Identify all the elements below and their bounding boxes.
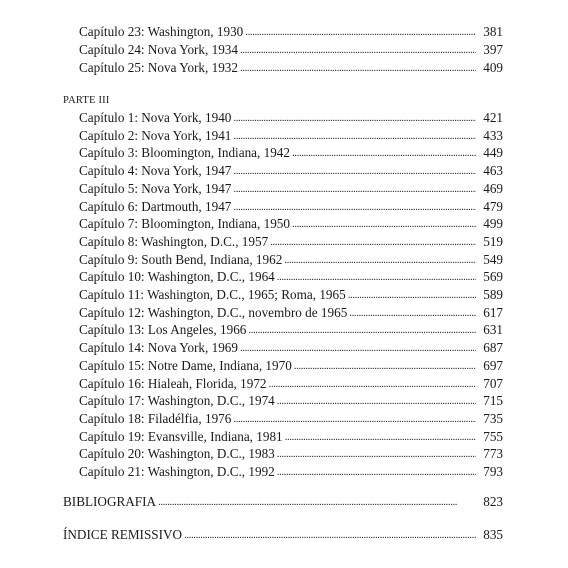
toc-entry-page: 449	[483, 145, 503, 161]
toc-entry	[79, 339, 503, 357]
toc-entry	[79, 198, 503, 216]
toc-entry-title: Capítulo 1: Nova York, 1940	[79, 110, 232, 125]
dot-leader	[277, 444, 476, 463]
dot-leader	[294, 356, 476, 375]
toc-entry-title: Capítulo 15: Notre Dame, Indiana, 1970	[79, 357, 292, 373]
dot-leader	[277, 391, 476, 410]
toc-entry-title: Capítulo 16: Hialeah, Florida, 1972	[79, 375, 267, 391]
toc-entry-page: 469	[483, 180, 503, 196]
toc-entry-title: ÍNDICE REMISSIVO	[63, 527, 183, 542]
toc-entry-title: Capítulo 21: Washington, D.C., 1992	[79, 464, 275, 479]
dot-leader	[248, 320, 476, 339]
toc-entry	[79, 215, 503, 233]
toc-entry-title: Capítulo 10: Washington, D.C., 1964	[79, 269, 275, 285]
toc-entry-page: 433	[483, 127, 503, 143]
toc-entry-title: Capítulo 25: Nova York, 1932	[79, 60, 238, 75]
dot-leader	[233, 126, 476, 145]
dot-leader	[292, 214, 476, 233]
dot-leader	[349, 303, 476, 322]
toc-entry	[79, 233, 503, 251]
toc-entry-title: Capítulo 8: Washington, D.C., 1957	[79, 233, 269, 249]
toc-entry-page: 421	[483, 110, 503, 125]
dot-leader	[158, 492, 476, 511]
toc-entry-page: 835	[483, 527, 503, 542]
dot-leader	[233, 409, 476, 428]
dot-leader	[269, 374, 476, 393]
toc-entry	[79, 180, 503, 198]
part-heading: PARTE III	[63, 95, 110, 106]
toc-entry-page: 463	[483, 163, 503, 179]
toc-entry	[79, 162, 503, 180]
dot-leader	[277, 462, 476, 481]
dot-leader	[240, 338, 476, 357]
toc-entry-title: BIBLIOGRAFIA	[63, 494, 157, 509]
toc-entry-title: Capítulo 18: Filadélfia, 1976	[79, 410, 232, 426]
dot-leader	[240, 40, 476, 59]
toc-entry-page: 773	[483, 446, 503, 462]
toc-entry	[79, 375, 503, 393]
toc-entry-page: 479	[483, 198, 503, 214]
toc-entry-title: Capítulo 23: Washington, 1930	[79, 24, 244, 39]
toc-entry-title: Capítulo 2: Nova York, 1941	[79, 127, 232, 143]
toc-entry-page: 735	[483, 410, 503, 426]
toc-entry-title: Capítulo 13: Los Angeles, 1966	[79, 322, 247, 338]
toc-entry	[79, 428, 503, 446]
toc-entry-title: Capítulo 4: Nova York, 1947	[79, 163, 232, 179]
toc-entry-page: 499	[483, 216, 503, 232]
toc-entry-page: 397	[483, 42, 503, 57]
toc-entry-page: 715	[483, 393, 503, 409]
toc-entry-page: 687	[483, 340, 503, 356]
toc-entry-page: 381	[483, 24, 503, 39]
toc-entry	[79, 268, 503, 286]
toc-entry-title: Capítulo 24: Nova York, 1934	[79, 42, 238, 57]
toc-entry-page: 793	[483, 464, 503, 479]
toc-entry-page: 823	[483, 494, 503, 509]
dot-leader	[233, 197, 476, 216]
dot-leader	[245, 22, 476, 41]
dot-leader	[270, 232, 476, 251]
toc-entry-title: Capítulo 6: Dartmouth, 1947	[79, 198, 232, 214]
toc-entry	[79, 23, 503, 41]
toc-entry-page: 617	[483, 304, 503, 320]
toc-entry-title: Capítulo 14: Nova York, 1969	[79, 340, 238, 356]
toc-entry	[79, 59, 503, 77]
toc-entry	[79, 321, 503, 339]
toc-entry	[79, 109, 503, 127]
dot-leader	[233, 179, 476, 198]
dot-leader	[348, 285, 476, 304]
toc-entry-page: 707	[483, 375, 503, 391]
dot-leader	[184, 525, 476, 544]
dot-leader	[233, 108, 476, 127]
toc-entry	[79, 251, 503, 269]
toc-entry	[79, 286, 503, 304]
toc-entry-page: 569	[483, 269, 503, 285]
toc-entry-title: Capítulo 9: South Bend, Indiana, 1962	[79, 251, 283, 267]
dot-leader	[284, 250, 476, 269]
toc-entry-page: 755	[483, 428, 503, 444]
dot-leader	[277, 267, 476, 286]
toc-entry	[79, 304, 503, 322]
toc-entry-title: Capítulo 12: Washington, D.C., novembro de 1965	[79, 304, 348, 320]
toc-entry-title: Capítulo 5: Nova York, 1947	[79, 180, 232, 196]
toc-entry-bibliography	[63, 493, 503, 511]
toc-entry	[79, 410, 503, 428]
toc-entry-page: 631	[483, 322, 503, 338]
toc-entry-page: 697	[483, 357, 503, 373]
toc-entry-page: 409	[483, 60, 503, 75]
dot-leader	[233, 161, 476, 180]
toc-entry	[79, 357, 503, 375]
toc-entry-page: 589	[483, 287, 503, 302]
toc-entry-title: Capítulo 11: Washington, D.C., 1965; Roma, 1965	[79, 287, 346, 302]
toc-entry-title: Capítulo 20: Washington, D.C., 1983	[79, 446, 275, 462]
toc-entry	[79, 144, 503, 162]
toc-entry	[79, 392, 503, 410]
toc-entry-index	[63, 526, 503, 544]
toc-entry	[79, 41, 503, 59]
toc-entry	[79, 445, 503, 463]
toc-entry	[79, 127, 503, 145]
dot-leader	[285, 427, 476, 446]
toc-entry-title: Capítulo 3: Bloomington, Indiana, 1942	[79, 145, 290, 161]
dot-leader	[292, 143, 476, 162]
dot-leader	[240, 58, 476, 77]
toc-entry-title: Capítulo 17: Washington, D.C., 1974	[79, 393, 275, 409]
toc-entry-title: Capítulo 7: Bloomington, Indiana, 1950	[79, 216, 290, 232]
toc-entry-page: 549	[483, 251, 503, 267]
toc-entry	[79, 463, 503, 481]
toc-entry-page: 519	[483, 233, 503, 249]
toc-entry-title: Capítulo 19: Evansville, Indiana, 1981	[79, 428, 283, 444]
